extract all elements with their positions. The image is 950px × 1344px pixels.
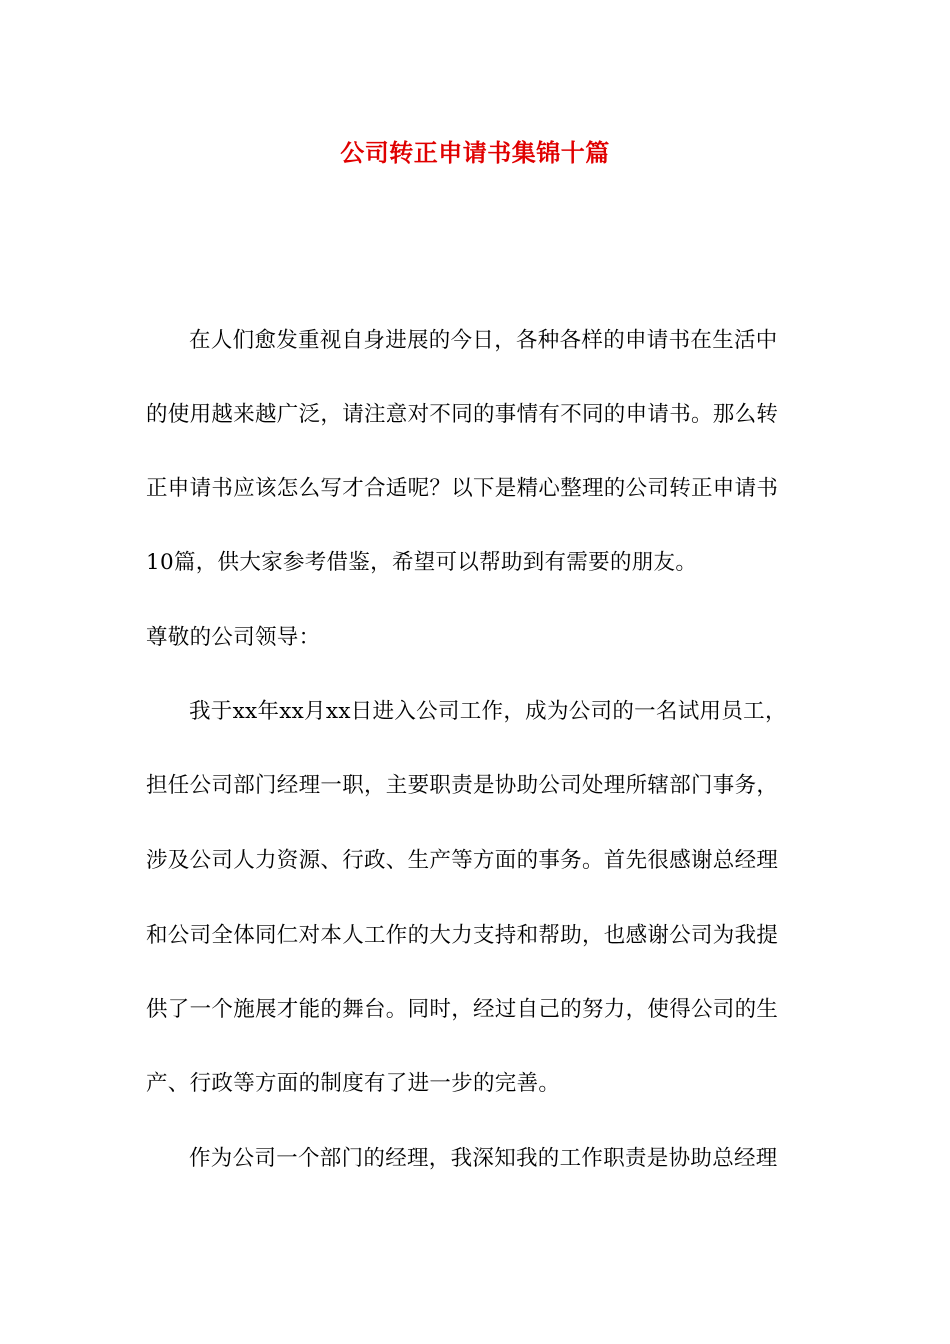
body-line-10: 供了一个施展才能的舞台。同时，经过自己的努力，使得公司的生 (146, 997, 779, 1022)
body-line-11: 产、行政等方面的制度有了进一步的完善。 (146, 1071, 561, 1096)
body-line-8: 涉及公司人力资源、行政、生产等方面的事务。首先很感谢总经理 (146, 848, 779, 873)
body-line-12: 作为公司一个部门的经理，我深知我的工作职责是协助总经理 (189, 1146, 778, 1171)
body-line-4: 10篇，供大家参考借鉴，希望可以帮助到有需要的朋友。 (146, 550, 698, 575)
body-line-7: 担任公司部门经理一职，主要职责是协助公司处理所辖部门事务， (146, 773, 779, 798)
body-line-2: 的使用越来越广泛，请注意对不同的事情有不同的申请书。那么转 (146, 402, 779, 427)
document-title: 公司转正申请书集锦十篇 (340, 138, 610, 167)
salutation-line: 尊敬的公司领导： (146, 625, 321, 650)
body-line-9: 和公司全体同仁对本人工作的大力支持和帮助，也感谢公司为我提 (146, 923, 779, 948)
body-line-3: 正申请书应该怎么写才合适呢？以下是精心整理的公司转正申请书 (146, 476, 779, 501)
body-line-6: 我于xx年xx月xx日进入公司工作，成为公司的一名试用员工， (189, 699, 787, 724)
body-line-1: 在人们愈发重视自身进展的今日，各种各样的申请书在生活中 (189, 328, 778, 353)
